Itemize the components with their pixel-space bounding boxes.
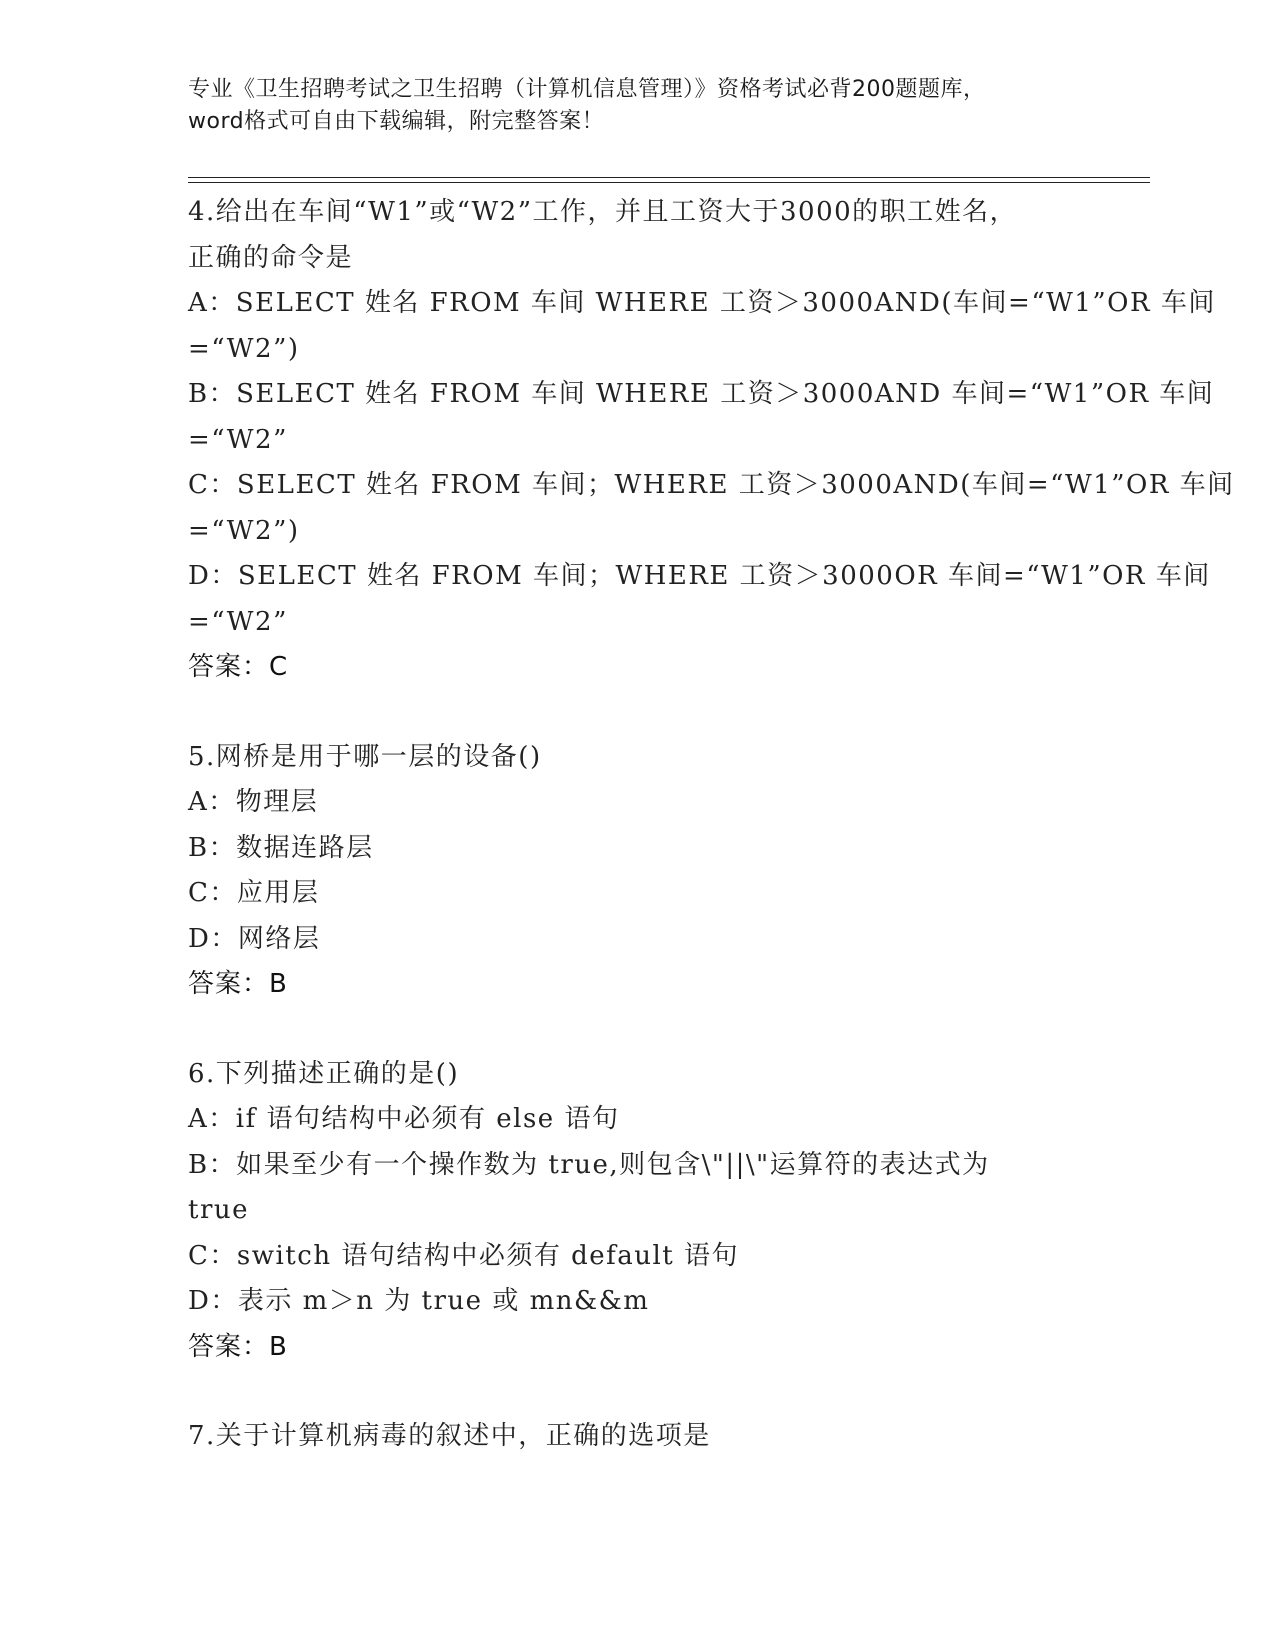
header-line-1: 专业《卫生招聘考试之卫生招聘（计算机信息管理）》资格考试必背200题题库，	[188, 77, 986, 102]
question-block	[188, 735, 1088, 1008]
header-line-2: word格式可自由下载编辑，附完整答案！	[188, 109, 605, 134]
answer-line: 答案：B	[188, 1331, 288, 1362]
option-d: D：SELECT 姓名 FROM 车间；WHERE 工资＞3000OR 车间=“W1”OR 车间	[188, 561, 1211, 591]
question-stem: 4.给出在车间“W1”或“W2”工作，并且工资大于3000的职工姓名，	[188, 197, 1018, 227]
question-list	[188, 190, 1235, 1460]
header-divider-top	[188, 177, 1150, 178]
option-b: B：数据连路层	[188, 832, 374, 863]
question-stem: 7.关于计算机病毒的叙述中，正确的选项是	[188, 1421, 711, 1451]
option-a: A：物理层	[188, 787, 319, 817]
question-block	[188, 190, 1235, 691]
question-block	[188, 1052, 1088, 1371]
option-a: A：if 语句结构中必须有 else 语句	[188, 1104, 620, 1134]
option-b: B：如果至少有一个操作数为 true,则包含\"||\"运算符的表达式为	[188, 1149, 990, 1180]
question-block	[188, 1414, 1088, 1460]
option-b-continued: true	[188, 1195, 250, 1225]
option-b: B：SELECT 姓名 FROM 车间 WHERE 工资＞3000AND 车间=“W1”OR 车间	[188, 379, 1215, 409]
question-stem: 正确的命令是	[188, 242, 354, 273]
question-stem: 6.下列描述正确的是()	[188, 1058, 460, 1089]
question-stem: 5.网桥是用于哪一层的设备()	[188, 741, 542, 772]
document-header	[188, 74, 1088, 138]
option-c: C：应用层	[188, 878, 320, 908]
header-divider-bottom	[188, 182, 1150, 183]
option-d-continued: =“W2”	[188, 606, 288, 637]
option-c: C：SELECT 姓名 FROM 车间；WHERE 工资＞3000AND(车间=“W1”OR 车间	[188, 470, 1235, 500]
option-d: D：表示 m＞n 为 true 或 mn&&m	[188, 1286, 650, 1316]
answer-line: 答案：B	[188, 969, 288, 999]
option-a: A：SELECT 姓名 FROM 车间 WHERE 工资＞3000AND(车间=“W1”OR 车间	[188, 288, 1216, 318]
spacer	[188, 1370, 1088, 1414]
option-c-continued: =“W2”)	[188, 515, 300, 546]
option-d: D：网络层	[188, 923, 321, 954]
option-a-continued: =“W2”)	[188, 333, 300, 364]
spacer	[188, 1008, 1088, 1052]
option-b-continued: =“W2”	[188, 424, 288, 455]
answer-line: 答案：C	[188, 652, 289, 682]
spacer	[188, 691, 1088, 735]
option-c: C：switch 语句结构中必须有 default 语句	[188, 1240, 740, 1271]
